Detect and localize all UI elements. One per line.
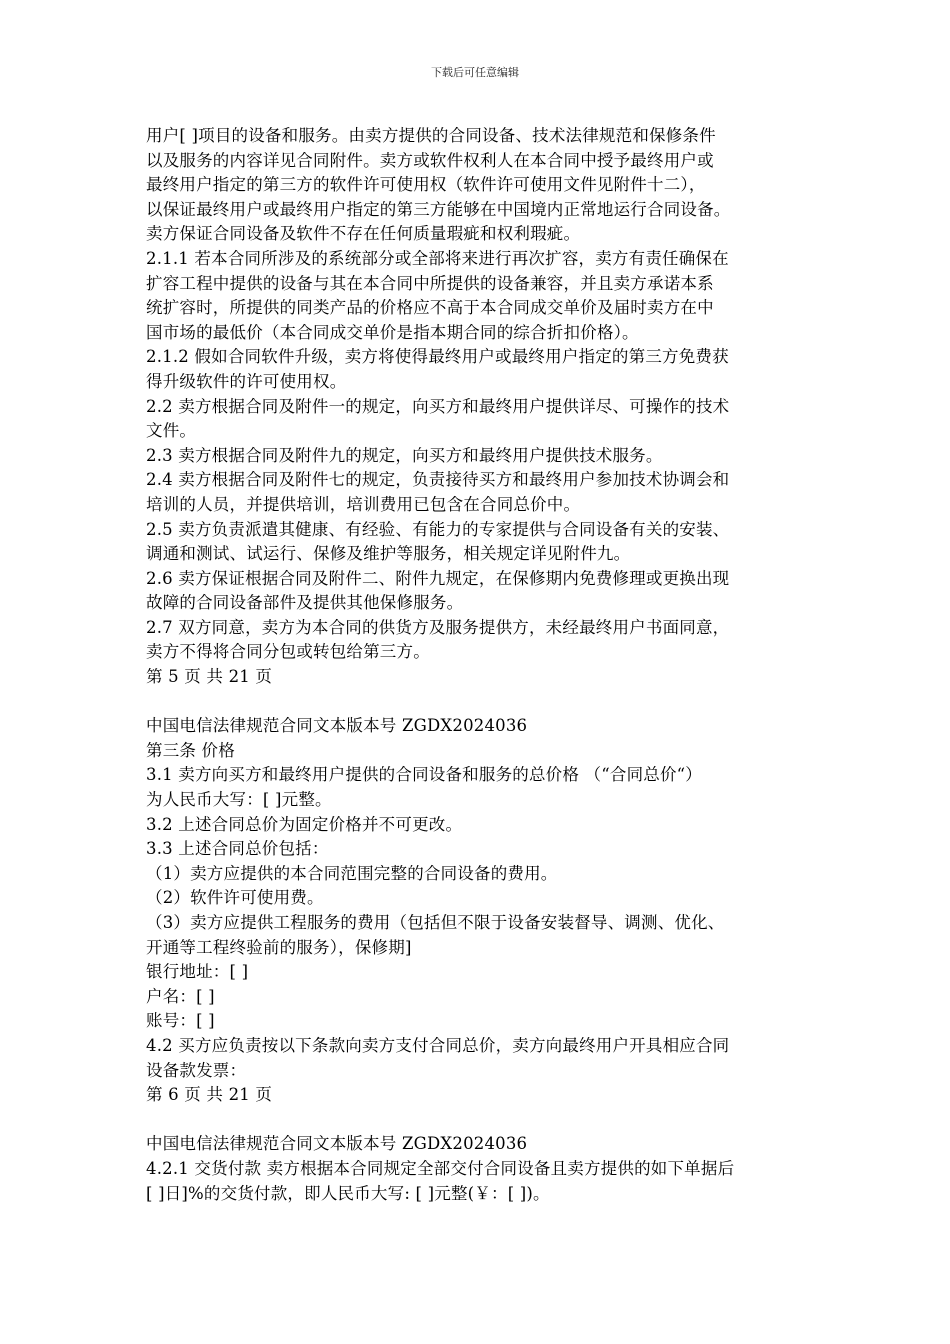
text-line: 2.5 卖方负责派遣其健康、有经验、有能力的专家提供与合同设备有关的安装、: [146, 519, 730, 539]
text-line: 中国电信法律规范合同文本版本号 ZGDX2024036: [146, 1134, 528, 1154]
text-line: 银行地址：[ ]: [146, 962, 249, 982]
text-line: （3）卖方应提供工程服务的费用（包括但不限于设备安装督导、调测、优化、: [146, 913, 725, 932]
document-body: [146, 124, 810, 1206]
text-line: 户名：[ ]: [146, 986, 215, 1006]
text-line: （2）软件许可使用费。: [146, 888, 324, 908]
text-line: 2.4 卖方根据合同及附件七的规定，负责接待买方和最终用户参加技术协调会和: [146, 470, 730, 490]
text-line: 为人民币大写：[ ]元整。: [146, 790, 332, 810]
text-line: 最终用户指定的第三方的软件许可使用权（软件许可使用文件见附件十二），: [146, 175, 706, 195]
text-line: （1）卖方应提供的本合同范围完整的合同设备的费用。: [146, 863, 558, 883]
text-line: 2.7 双方同意，卖方为本合同的供货方及服务提供方，未经最终用户书面同意，: [146, 617, 730, 637]
text-line: 卖方保证合同设备及软件不存在任何质量瑕疵和权利瑕疵。: [146, 224, 581, 244]
text-line: 中国电信法律规范合同文本版本号 ZGDX2024036: [146, 716, 528, 736]
text-line: 3.3 上述合同总价包括：: [146, 839, 329, 859]
blank-line: [146, 1108, 810, 1133]
text-line: 2.1.1 若本合同所涉及的系统部分或全部将来进行再次扩容，卖方有责任确保在: [146, 248, 729, 268]
text-line: 扩容工程中提供的设备与其在本合同中所提供的设备兼容，并且卖方承诺本系: [146, 273, 714, 293]
text-line: 2.3 卖方根据合同及附件九的规定，向买方和最终用户提供技术服务。: [146, 445, 663, 465]
text-line: 2.2 卖方根据合同及附件一的规定，向买方和最终用户提供详尽、可操作的技术: [146, 396, 730, 416]
text-line: 以保证最终用户或最终用户指定的第三方能够在中国境内正常地运行合同设备。: [146, 199, 731, 219]
text-line: 得升级软件的许可使用权。: [146, 371, 347, 391]
text-line: 设备款发票：: [146, 1060, 247, 1080]
text-line: 第 5 页 共 21 页: [146, 667, 273, 687]
text-line: 统扩容时，所提供的同类产品的价格应不高于本合同成交单价及届时卖方在中: [146, 298, 714, 318]
text-line: 以及服务的内容详见合同附件。卖方或软件权利人在本合同中授予最终用户或: [146, 150, 714, 170]
text-line: 开通等工程终验前的服务），保修期]: [146, 937, 412, 957]
text-line: 2.1.2 假如合同软件升级，卖方将使得最终用户或最终用户指定的第三方免费获: [146, 347, 729, 367]
header-note: 下载后可任意编辑: [431, 66, 519, 79]
blank-line: [146, 690, 810, 715]
text-line: 3.1 卖方向买方和最终用户提供的合同设备和服务的总价格 （“合同总价“）: [146, 765, 703, 785]
text-line: 用户[ ]项目的设备和服务。由卖方提供的合同设备、技术法律规范和保修条件: [146, 126, 716, 145]
text-line: 培训的人员，并提供培训，培训费用已包含在合同总价中。: [146, 494, 581, 514]
text-line: 文件。: [146, 421, 197, 441]
text-line: 第三条 价格: [146, 740, 235, 760]
text-line: 4.2.1 交货付款 卖方根据本合同规定全部交付合同设备且卖方提供的如下单据后: [146, 1158, 735, 1178]
text-line: [ ]日]%的交货付款，即人民币大写: [ ]元整(￥：[ ])。: [146, 1183, 550, 1203]
text-line: 3.2 上述合同总价为固定价格并不可更改。: [146, 814, 463, 834]
text-line: 第 6 页 共 21 页: [146, 1085, 273, 1105]
text-line: 调通和测试、试运行、保修及维护等服务，相关规定详见附件九。: [146, 544, 631, 564]
text-line: 4.2 买方应负责按以下条款向卖方支付合同总价，卖方向最终用户开具相应合同: [146, 1035, 730, 1055]
text-line: 2.6 卖方保证根据合同及附件二、附件九规定，在保修期内免费修理或更换出现: [146, 568, 730, 588]
text-line: 账号：[ ]: [146, 1011, 215, 1031]
text-line: 卖方不得将合同分包或转包给第三方。: [146, 642, 430, 662]
text-line: 国市场的最低价（本合同成交单价是指本期合同的综合折扣价格）。: [146, 322, 639, 342]
text-line: 故障的合同设备部件及提供其他保修服务。: [146, 593, 464, 613]
